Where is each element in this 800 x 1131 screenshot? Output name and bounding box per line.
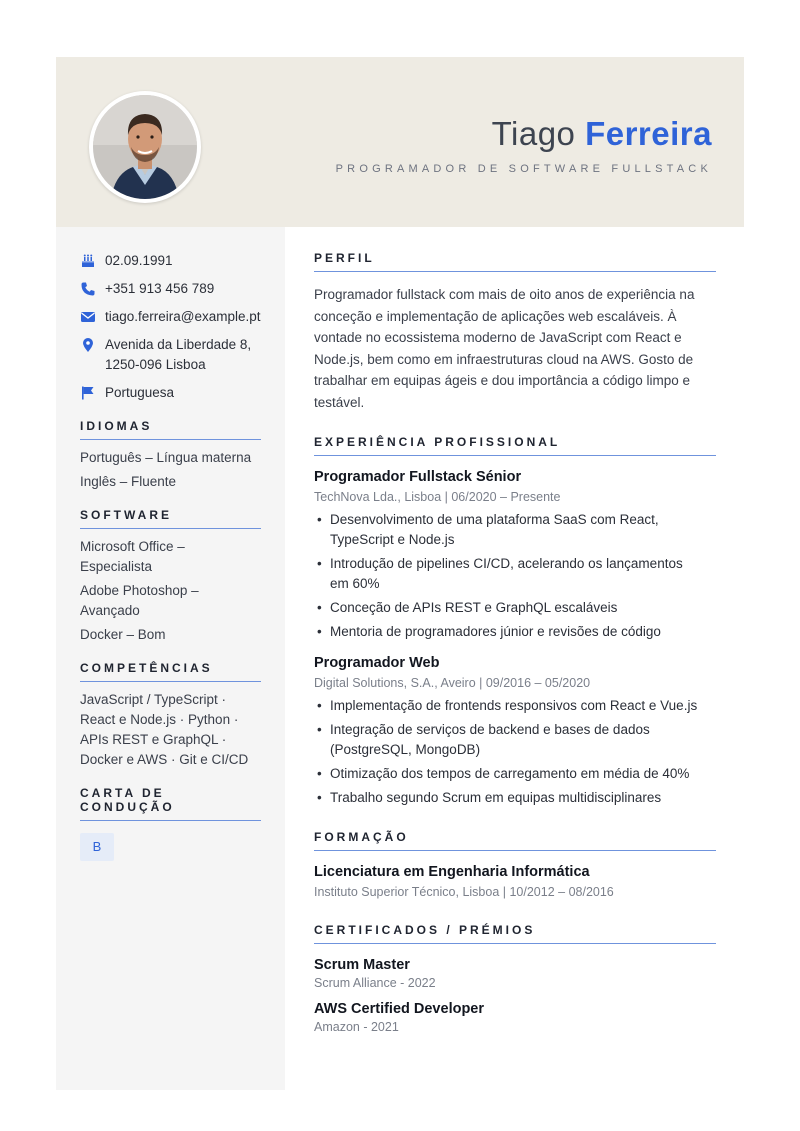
certificate-title: Scrum Master <box>314 957 410 973</box>
bullet-item <box>314 764 716 784</box>
software-heading: SOFTWARE <box>80 508 261 529</box>
contact-birthdate <box>80 251 261 271</box>
contact-phone <box>80 279 261 299</box>
email-text: tiago.ferreira@example.pt <box>105 309 261 324</box>
profile-text <box>314 284 716 413</box>
job-entry <box>314 468 716 642</box>
phone-icon <box>80 281 96 297</box>
job-meta: Digital Solutions, S.A., Aveiro | 09/2016 – 05/2020 <box>314 676 591 690</box>
certificate-meta: Scrum Alliance - 2022 <box>314 976 436 990</box>
contact-email <box>80 307 261 327</box>
profile-line: trabalhar em equipas ágeis e dou importância a código limpo e <box>314 373 690 388</box>
main-content <box>314 227 716 1036</box>
sidebar <box>56 227 285 1090</box>
skills-heading: COMPETÊNCIAS <box>80 661 261 682</box>
software-item-line: Especialista <box>80 559 153 574</box>
bullet-line: • Trabalho segundo Scrum em equipas multidisciplinares <box>330 790 662 805</box>
bullet-line: • Mentoria de programadores júnior e revisões de código <box>330 624 661 639</box>
birthdate-text: 02.09.1991 <box>105 253 173 268</box>
license-heading: CARTA DE CONDUÇÃO <box>80 786 261 821</box>
flag-icon <box>80 385 96 401</box>
license-badge: B <box>80 833 114 861</box>
profile-line: conceção e implementação de aplicações web escaláveis. À <box>314 308 677 324</box>
degree-title: Licenciatura em Engenharia Informática <box>314 864 590 880</box>
bullet-item <box>314 554 716 594</box>
nationality-text: Portuguesa <box>105 385 175 400</box>
job-title: Programador Web <box>314 655 440 671</box>
languages-heading: IDIOMAS <box>80 419 261 440</box>
contact-address <box>80 335 261 375</box>
job-title: Programador Fullstack Sénior <box>314 469 522 485</box>
last-name: Ferreira <box>585 115 712 152</box>
job-bullets <box>314 510 716 642</box>
software-item <box>80 581 261 621</box>
profile-photo-image <box>93 95 197 199</box>
bullet-item <box>314 622 716 642</box>
certificate-title: AWS Certified Developer <box>314 1001 485 1017</box>
job-entry <box>314 654 716 808</box>
bullet-line: • Implementação de frontends responsivos com React e Vue.js <box>330 698 698 713</box>
experience-heading: EXPERIÊNCIA PROFISSIONAL <box>314 435 716 456</box>
profile-line: testável. <box>314 394 365 410</box>
skills-line: React e Node.js · Python · <box>80 712 239 727</box>
bullet-item <box>314 788 716 808</box>
certificates-section <box>314 923 716 1036</box>
resume-header <box>56 57 744 227</box>
bullet-line: • Desenvolvimento de uma plataforma SaaS com React, <box>330 512 659 527</box>
cake-icon <box>80 253 96 269</box>
degree-meta: Instituto Superior Técnico, Lisboa | 10/2012 – 08/2016 <box>314 885 614 899</box>
bullet-line: (PostgreSQL, MongoDB) <box>330 742 481 757</box>
skills-line: JavaScript / TypeScript · <box>80 692 227 707</box>
resume-page <box>56 57 744 1090</box>
bullet-line: • Introdução de pipelines CI/CD, acelerando os lançamentos <box>330 556 683 571</box>
phone-text: +351 913 456 789 <box>105 281 215 296</box>
job-meta: TechNova Lda., Lisboa | 06/2020 – Presente <box>314 490 561 504</box>
certificate-item <box>314 1000 716 1036</box>
bullet-item <box>314 598 716 618</box>
experience-section <box>314 435 716 808</box>
profile-heading: PERFIL <box>314 251 716 272</box>
certificate-item <box>314 956 716 992</box>
address-line2: 1250-096 Lisboa <box>105 357 206 372</box>
bullet-line: em 60% <box>330 576 380 591</box>
skills-text <box>80 690 261 770</box>
full-name <box>492 115 712 153</box>
profile-photo <box>89 91 201 203</box>
job-role: PROGRAMADOR DE SOFTWARE FULLSTACK <box>335 163 712 175</box>
bullet-line: TypeScript e Node.js <box>330 532 455 547</box>
profile-line: Programador fullstack com mais de oito anos de experiência na <box>314 287 695 302</box>
bullet-item <box>314 720 716 760</box>
language-item: Inglês – Fluente <box>80 474 177 489</box>
software-item-line: Microsoft Office – <box>80 539 185 554</box>
software-item <box>80 625 261 645</box>
bullet-line: • Integração de serviços de backend e bases de dados <box>330 722 650 737</box>
envelope-icon <box>80 309 96 325</box>
first-name: Tiago <box>491 115 576 152</box>
certificate-meta: Amazon - 2021 <box>314 1020 399 1034</box>
skills-line: APIs REST e GraphQL · <box>80 732 227 747</box>
map-pin-icon <box>80 337 96 353</box>
language-item: Português – Língua materna <box>80 450 252 465</box>
software-item-line: Avançado <box>80 603 140 618</box>
certificates-heading: CERTIFICADOS / PRÉMIOS <box>314 923 716 944</box>
bullet-item <box>314 510 716 550</box>
skills-line: Docker e AWS · Git e CI/CD <box>80 752 249 767</box>
profile-section <box>314 251 716 413</box>
education-heading: FORMAÇÃO <box>314 830 716 851</box>
job-bullets <box>314 696 716 808</box>
software-item <box>80 537 261 577</box>
address-line1: Avenida da Liberdade 8, <box>105 337 252 352</box>
contact-nationality <box>80 383 261 403</box>
education-section <box>314 830 716 901</box>
bullet-item <box>314 696 716 716</box>
software-item-line: Adobe Photoshop – <box>80 583 199 598</box>
bullet-line: • Otimização dos tempos de carregamento em média de 40% <box>330 766 690 781</box>
software-item-line: Docker – Bom <box>80 627 166 642</box>
profile-line: vontade no ecossistema moderno de JavaScript com React e <box>314 330 682 345</box>
bullet-line: • Conceção de APIs REST e GraphQL escaláveis <box>330 600 618 615</box>
profile-line: Node.js, bem como em infraestruturas cloud na AWS. Gosto de <box>314 351 694 367</box>
